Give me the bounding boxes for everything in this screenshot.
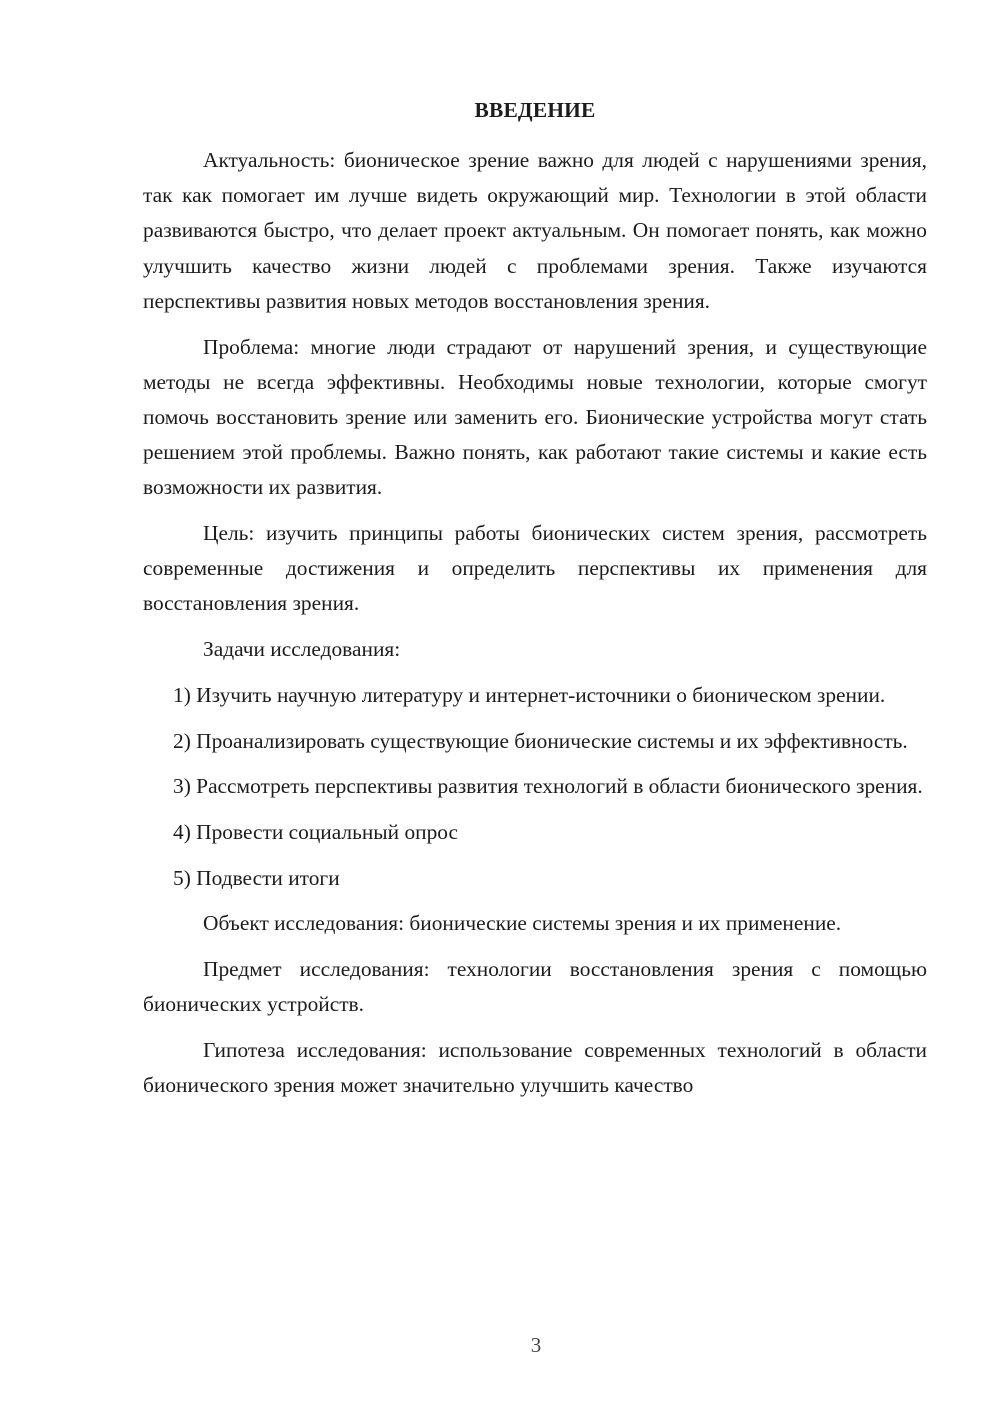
task-item: 2) Проанализировать существующие бионические системы и их эффективность. <box>173 728 908 753</box>
task-item: 4) Провести социальный опрос <box>173 819 459 844</box>
task-item: 1) Изучить научную литературу и интернет-источники о бионическом зрении. <box>173 682 886 707</box>
task-item: 3) Рассмотреть перспективы развития технологий в области бионического зрения. <box>173 774 923 799</box>
paragraph-object: Объект исследования: бионические системы зрения и их применение. <box>203 911 842 936</box>
paragraph-goal: Цель: изучить принципы работы бионических систем зрения, рассмотреть современные достижения и определить перспективы их применения для восстановления зрения. <box>143 521 927 616</box>
paragraph-problem: Проблема: многие люди страдают от нарушений зрения, и существующие методы не всегда эффективны. Необходимы новые технологии, которые смогут помочь восстановить зрение или заменить его. Бионические устройства могут стать решением этой проблемы. Важно понять, как работают такие системы и какие есть возможности их развития. <box>143 334 927 500</box>
page-number: 3 <box>530 1333 542 1357</box>
task-item: 5) Подвести итоги <box>173 865 340 890</box>
tasks-heading: Задачи исследования: <box>203 637 401 662</box>
page-content <box>143 96 927 1114</box>
paragraph-subject: Предмет исследования: технологии восстановления зрения с помощью бионических устройств. <box>143 957 927 1017</box>
section-title: ВВЕДЕНИЕ <box>474 98 596 122</box>
paragraph-relevance: Актуальность: бионическое зрение важно для людей с нарушениями зрения, так как помогает им лучше видеть окружающий мир. Технологии в этой области развиваются быстро, что делает проект актуальным. Он помогает понять, как можно улучшить качество жизни людей с проблемами зрения. Также изучаются перспективы развития новых методов восстановления зрения. <box>143 148 927 313</box>
paragraph-hypothesis: Гипотеза исследования: использование современных технологий в области бионического зрения может значительно улучшить качество <box>143 1037 927 1098</box>
